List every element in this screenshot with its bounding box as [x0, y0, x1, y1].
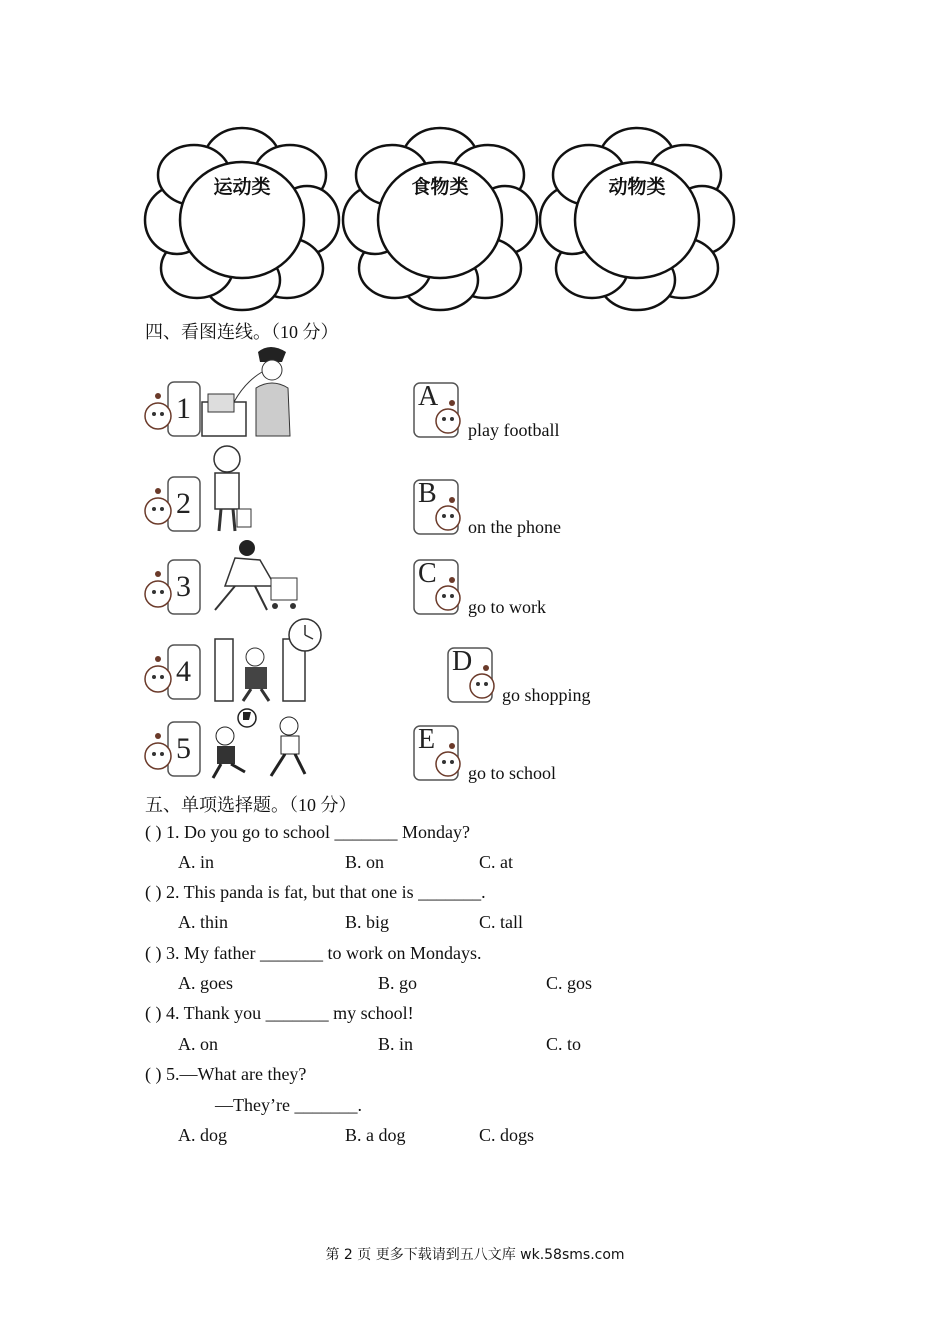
- option-c[interactable]: C. dogs: [479, 1125, 535, 1145]
- question-5-answer-line: —They’re _______.: [215, 1095, 362, 1115]
- flower-label: 运动类: [213, 176, 271, 198]
- right-item-E[interactable]: [412, 724, 464, 782]
- question-4: ( ) 4. Thank you _______ my school!: [145, 1003, 414, 1023]
- left-item-5[interactable]: [142, 720, 202, 778]
- item-letter: E: [418, 724, 436, 755]
- worker-icon: [205, 443, 255, 533]
- left-item-4[interactable]: [142, 643, 202, 701]
- football-kids-icon: [205, 706, 315, 780]
- left-item-1[interactable]: [142, 380, 202, 438]
- phone-call-icon: [200, 342, 295, 438]
- option-c[interactable]: C. to: [546, 1034, 582, 1054]
- section5-title: 五、单项选择题。（10 分）: [145, 795, 357, 815]
- question-5: ( ) 5.—What are they?: [145, 1064, 307, 1084]
- item-letter: C: [418, 558, 437, 589]
- left-item-2[interactable]: [142, 475, 202, 533]
- phrase-on-the-phone: on the phone: [468, 517, 561, 537]
- cat-badge-icon: [142, 380, 202, 438]
- item-number: 3: [176, 570, 191, 603]
- item-letter: D: [452, 646, 473, 677]
- option-b[interactable]: B. big: [345, 912, 390, 932]
- question-1: ( ) 1. Do you go to school _______ Monday?: [145, 822, 470, 842]
- shopping-cart-icon: [205, 538, 300, 613]
- question-3: ( ) 3. My father _______ to work on Mondays.: [145, 943, 482, 963]
- option-c[interactable]: C. at: [479, 852, 513, 872]
- item-number: 1: [176, 392, 191, 425]
- flower-food: [340, 120, 540, 315]
- school-boy-icon: [213, 617, 325, 704]
- cat-badge-icon: [142, 643, 202, 701]
- phrase-play-football: play football: [468, 420, 560, 440]
- right-item-C[interactable]: [412, 558, 464, 616]
- flower-label: 食物类: [411, 176, 469, 198]
- left-item-3[interactable]: [142, 558, 202, 616]
- option-b[interactable]: B. in: [378, 1034, 414, 1054]
- cat-badge-icon: [142, 558, 202, 616]
- flower-animals: [537, 120, 737, 315]
- item-number: 4: [176, 655, 191, 688]
- flower-sports: [142, 120, 342, 315]
- cat-badge-icon: [142, 720, 202, 778]
- option-b[interactable]: B. on: [345, 852, 385, 872]
- item-number: 2: [176, 487, 191, 520]
- option-a[interactable]: A. dog: [178, 1125, 227, 1145]
- flower-icon: [142, 120, 342, 315]
- option-c[interactable]: C. gos: [546, 973, 593, 993]
- option-a[interactable]: A. on: [178, 1034, 218, 1054]
- item-letter: B: [418, 478, 437, 509]
- option-a[interactable]: A. in: [178, 852, 214, 872]
- phrase-go-to-school: go to school: [468, 763, 556, 783]
- option-a[interactable]: A. goes: [178, 973, 233, 993]
- cat-badge-icon: [142, 475, 202, 533]
- right-item-D[interactable]: [446, 646, 498, 704]
- option-b[interactable]: B. a dog: [345, 1125, 406, 1145]
- phrase-go-to-work: go to work: [468, 597, 546, 617]
- option-c[interactable]: C. tall: [479, 912, 523, 932]
- right-item-A[interactable]: [412, 381, 464, 439]
- item-letter: A: [418, 381, 439, 412]
- phrase-go-shopping: go shopping: [502, 685, 591, 705]
- option-b[interactable]: B. go: [378, 973, 418, 993]
- option-a[interactable]: A. thin: [178, 912, 229, 932]
- question-2: ( ) 2. This panda is fat, but that one is _______.: [145, 882, 486, 902]
- flower-label: 动物类: [608, 176, 666, 198]
- flower-icon: [537, 120, 737, 315]
- flower-icon: [340, 120, 540, 315]
- right-item-B[interactable]: [412, 478, 464, 536]
- page-footer: 第 2 页 更多下载请到五八文库 wk.58sms.com: [325, 1247, 625, 1263]
- section4-title: 四、看图连线。（10 分）: [145, 322, 339, 342]
- item-number: 5: [176, 732, 191, 765]
